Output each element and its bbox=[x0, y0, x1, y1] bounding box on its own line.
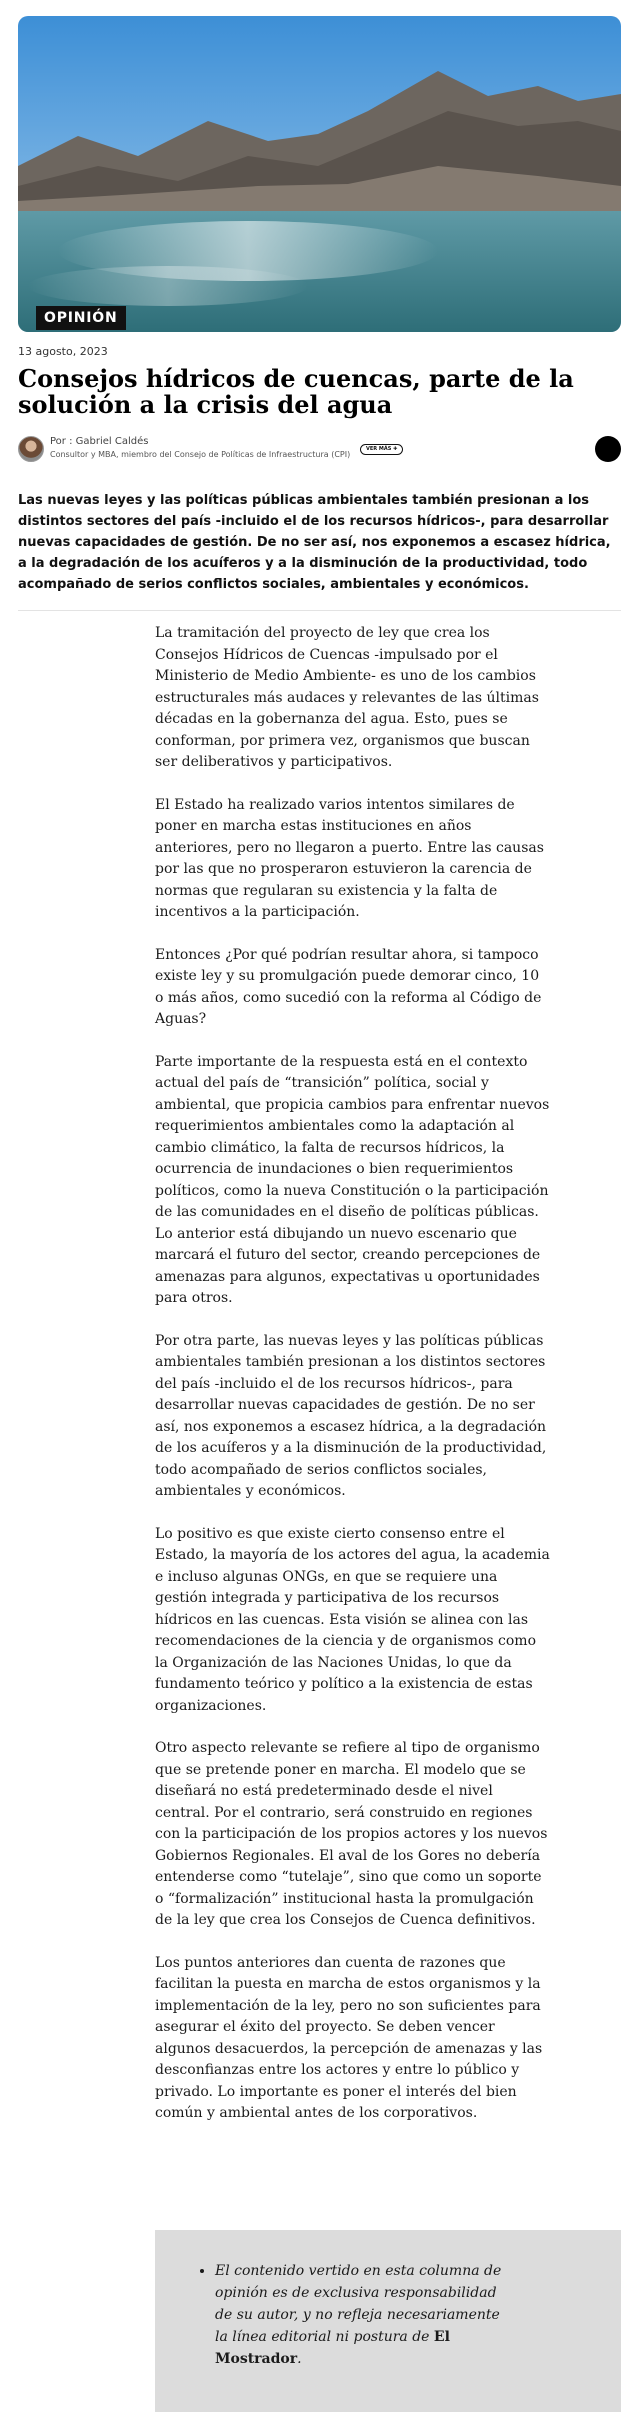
body-paragraph: Entonces ¿Por qué podrían resultar ahora, si tampoco existe ley y su promulgación puede demorar cinco, 10 o más años, como sucedió con la reforma al Código de Aguas? bbox=[155, 946, 542, 1027]
reservoir-landscape-image bbox=[18, 16, 621, 332]
body-paragraph: La tramitación del proyecto de ley que crea los Consejos Hídricos de Cuencas -impulsado por el Ministerio de Medio Ambiente- es uno de los cambios estructurales más audaces y relevantes de las últimas décadas en la gobernanza del agua. Esto, pues se conforman, por primera vez, organismos que buscan ser deliberativos y participativos. bbox=[155, 625, 539, 770]
body-paragraph: Otro aspecto relevante se refiere al tipo de organismo que se pretende poner en marcha. El modelo que se diseñará no está predeterminado desde el nivel central. Por el contrario, será construido en regiones con la participación de los propios actores y los nuevos Gobiernos Regionales. El aval de los Gores no debería entenderse como “tutelaje”, sino que como un soporte o “formalización” institucional hasta la promulgación de la ley que crea los Consejos de Cuenca definitivos. bbox=[155, 1740, 548, 1928]
body-paragraph: Por otra parte, las nuevas leyes y las políticas públicas ambientales también presionan a los distintos sectores del país -incluido el de los recursos hídricos-, para desarrollar nuevas capacidades de gestión. De no ser así, nos exponemos a escasez hídrica, a la degradación de los acuíferos y a la disminución de la productividad, todo acompañado de serios conflictos sociales, ambientales y económicos. bbox=[155, 1332, 547, 1499]
see-more-button[interactable]: VER MÁS ✚ bbox=[360, 444, 403, 455]
section-tag[interactable]: OPINIÓN bbox=[36, 306, 126, 330]
author-role: Consultor y MBA, miembro del Consejo de Políticas de Infraestructura (CPI) bbox=[50, 450, 351, 459]
publish-date: 13 agosto, 2023 bbox=[18, 345, 108, 358]
article-title: Consejos hídricos de cuencas, parte de la solución a la crisis del agua bbox=[18, 364, 574, 419]
body-paragraph: Parte importante de la respuesta está en el contexto actual del país de “transición” política, social y ambiental, que propicia cambios para enfrentar nuevos requerimientos ambientales como la adaptación al cambio climático, la falta de recursos hídricos, la ocurrencia de inundaciones o bien requerimientos políticos, como la nueva Constitución o la participación de las comunidades en el diseño de políticas públicas. Lo anterior está dibujando un nuevo escenario que marcará el futuro del sector, creando percepciones de amenazas para algunos, expectativas u oportunidades para otros. bbox=[155, 1053, 550, 1306]
divider bbox=[18, 610, 621, 611]
editorial-disclaimer bbox=[155, 2230, 621, 2412]
disclaimer-end: . bbox=[297, 2351, 302, 2367]
hero-image bbox=[18, 16, 621, 332]
body-paragraph: El Estado ha realizado varios intentos similares de poner en marcha estas instituciones en años anteriores, pero no llegaron a puerto. Entre las causas por las que no prosperaron estuvieron la carencia de normas que regularan su existencia y la falta de incentivos a la participación. bbox=[155, 796, 544, 920]
author-byline bbox=[18, 436, 621, 466]
brand-name: El Mostrador bbox=[215, 2329, 450, 2367]
disclaimer-text: El contenido vertido en esta columna de opinión es de exclusiva responsabilidad de su autor, y no refleja necesariamente la línea editorial ni postura de bbox=[215, 2263, 502, 2345]
author-name[interactable]: Por : Gabriel Caldés bbox=[50, 436, 149, 447]
disclaimer-item bbox=[215, 2260, 515, 2370]
share-button[interactable] bbox=[595, 436, 621, 462]
body-paragraph: Los puntos anteriores dan cuenta de razones que facilitan la puesta en marcha de estos organismos y la implementación de la ley, pero no son suficientes para asegurar el éxito del proyecto. Se deben vencer algunos desacuerdos, la percepción de amenazas y las desconfianzas entre los actores y entre lo público y privado. Lo importante es poner el interés del bien común y ambiental antes de los corporativos. bbox=[155, 1954, 543, 2121]
article-lead: Las nuevas leyes y las políticas públicas ambientales también presionan a los distintos sectores del país -incluido el de los recursos hídricos-, para desarrollar nuevas capacidades de gestión. De no ser así, nos exponemos a escasez hídrica, a la degradación de los acuíferos y a la disminución de la productividad, todo acompañado de serios conflictos sociales, ambientales y económicos. bbox=[18, 493, 611, 592]
body-paragraph: Lo positivo es que existe cierto consenso entre el Estado, la mayoría de los actores del agua, la academia e incluso algunas ONGs, en que se requiere una gestión integrada y participativa de los recursos hídricos en las cuencas. Esta visión se alinea con las recomendaciones de la ciencia y de organismos como la Organización de las Naciones Unidas, lo que da fundamento teórico y político a la existencia de estas organizaciones. bbox=[155, 1525, 550, 1714]
author-avatar[interactable] bbox=[18, 436, 44, 462]
article-body bbox=[155, 623, 550, 2146]
